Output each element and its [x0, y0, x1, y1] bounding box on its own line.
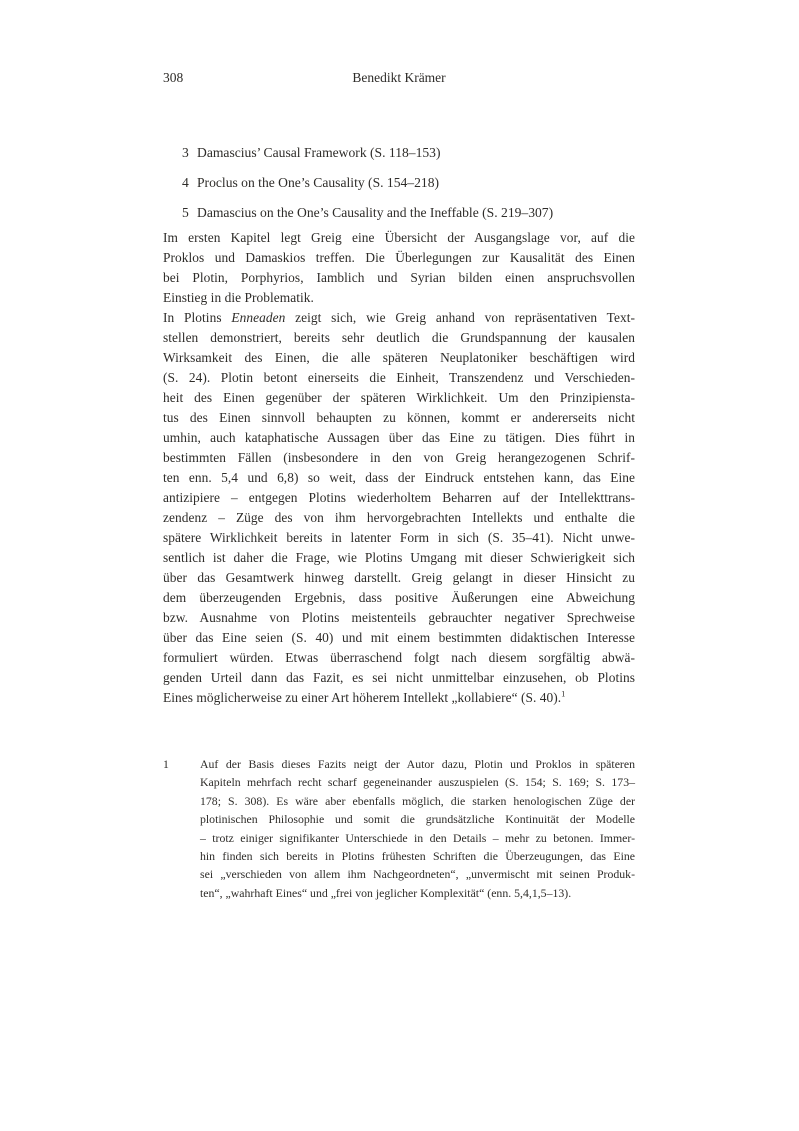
body-paragraph: [163, 228, 635, 308]
text-line: zendenz – Züge des von ihm hervorgebrachten Intellekts und enthalte die: [163, 510, 635, 525]
text-line: spätere Wirklichkeit bereits in latenter Form in sich (S. 35–41). Nicht unwe-: [163, 530, 635, 545]
text-line: Wirksamkeit des Einen, die alle späteren Neuplatoniker beschäftigen wird: [163, 350, 635, 365]
text-line: Kapiteln mehrfach recht scharf gegeneinander auszuspielen (S. 154; S. 169; S. 173–: [200, 775, 635, 790]
text-line: über das Eine seien (S. 40) und mit einem bestimmten didaktischen Interesse: [163, 630, 635, 645]
text-line: stellen demonstriert, bereits sehr deutlich die Grundspannung der kausalen: [163, 330, 635, 345]
text-line: antizipiere – entgegen Plotins wiederholtem Beharren auf der Intellekttrans-: [163, 490, 635, 505]
text-line: formuliert würden. Etwas überraschend folgt nach diesem sorgfältig abwä-: [163, 650, 635, 665]
running-head: Benedikt Krämer: [352, 70, 446, 85]
text-line: sentlich ist daher die Frage, wie Plotins Umgang mit dieser Schwierigkeit sich: [163, 550, 635, 565]
text-line: Auf der Basis dieses Fazits neigt der Autor dazu, Plotin und Proklos in späteren: [200, 757, 635, 771]
text-line: Im ersten Kapitel legt Greig eine Übersicht der Ausgangslage vor, auf die: [163, 230, 635, 245]
chapter-list-item: [163, 173, 635, 203]
text-line: bestimmten Fällen (insbesondere in den von Greig herangezogenen Schrif-: [163, 450, 635, 465]
text-line: heit des Einen gegenüber der späteren Wirklichkeit. Um den Prinzipiensta-: [163, 390, 635, 405]
chapter-number: 5: [182, 205, 189, 220]
text-line: genden Urteil dann das Fazit, es sei nicht unmittelbar einzusehen, ob Plotins: [163, 670, 635, 685]
body-paragraph: [163, 308, 635, 708]
text-line: dem überzeugenden Ergebnis, dass positive Äußerungen eine Abweichung: [163, 590, 635, 605]
chapter-number: 3: [182, 145, 189, 160]
page-number: 308: [163, 70, 184, 85]
page-header: [163, 68, 635, 88]
text-line: über das Gesamtwerk hinweg darstellt. Greig gelangt in dieser Hinsicht zu: [163, 570, 635, 585]
chapter-list: [163, 143, 635, 233]
chapter-number: 4: [182, 175, 189, 190]
chapter-title: Damascius’ Causal Framework (S. 118–153): [197, 145, 441, 160]
text-line: plotinischen Philosophie und somit die grundsätzliche Kontinuität der Modelle: [200, 812, 635, 827]
text-line: hin finden sich bereits in Plotins frühesten Schriften die Überzeugungen, das Eine: [200, 849, 635, 864]
text-line: In Plotins Enneaden zeigt sich, wie Greig anhand von repräsentativen Text-: [163, 310, 635, 325]
text-line: (S. 24). Plotin betont einerseits die Einheit, Transzendenz und Verschieden-: [163, 370, 635, 385]
footnote-text: [200, 755, 635, 902]
footnote-number: 1: [163, 757, 169, 771]
text-line: sei „verschieden von allem ihm Nachgeordneten“, „unvermischt mit seinen Produk-: [200, 867, 635, 882]
text-line: tus des Einen sinnvoll behaupten zu können, kommt er andererseits nicht: [163, 410, 635, 425]
text-line: bei Plotin, Porphyrios, Iamblich und Syrian bilden einen anspruchsvollen: [163, 270, 635, 285]
text-line: ten enn. 5,4 und 6,8) so weit, dass der Eindruck entstehen kann, das Eine: [163, 470, 635, 485]
text-line: Proklos und Damaskios treffen. Die Überlegungen zur Kausalität des Einen: [163, 250, 635, 265]
text-line: ten“, „wahrhaft Eines“ und „frei von jeglicher Komplexität“ (enn. 5,4,1,5–13).: [200, 885, 572, 900]
text-line: Eines möglicherweise zu einer Art höherem Intellekt „kollabiere“ (S. 40).$^1$: [163, 688, 566, 705]
chapter-list-item: [163, 143, 635, 173]
text-line: bzw. Ausnahme von Plotins meistenteils gebrauchter negativer Sprechweise: [163, 610, 635, 625]
chapter-title: Proclus on the One’s Causality (S. 154–218): [197, 175, 440, 190]
text-line: 178; S. 308). Es wäre aber ebenfalls möglich, die starken henologischen Züge der: [200, 793, 635, 808]
footnote: [163, 755, 635, 902]
text-line: Einstieg in die Problematik.: [163, 290, 314, 305]
chapter-title: Damascius on the One’s Causality and the Ineffable (S. 219–307): [197, 205, 554, 220]
text-line: umhin, auch kataphatische Aussagen über das Eine zu tätigen. Dies führt in: [163, 430, 635, 445]
text-line: – trotz einiger signifikanter Unterschiede in den Details – mehr zu betonen. Immer-: [200, 830, 635, 845]
